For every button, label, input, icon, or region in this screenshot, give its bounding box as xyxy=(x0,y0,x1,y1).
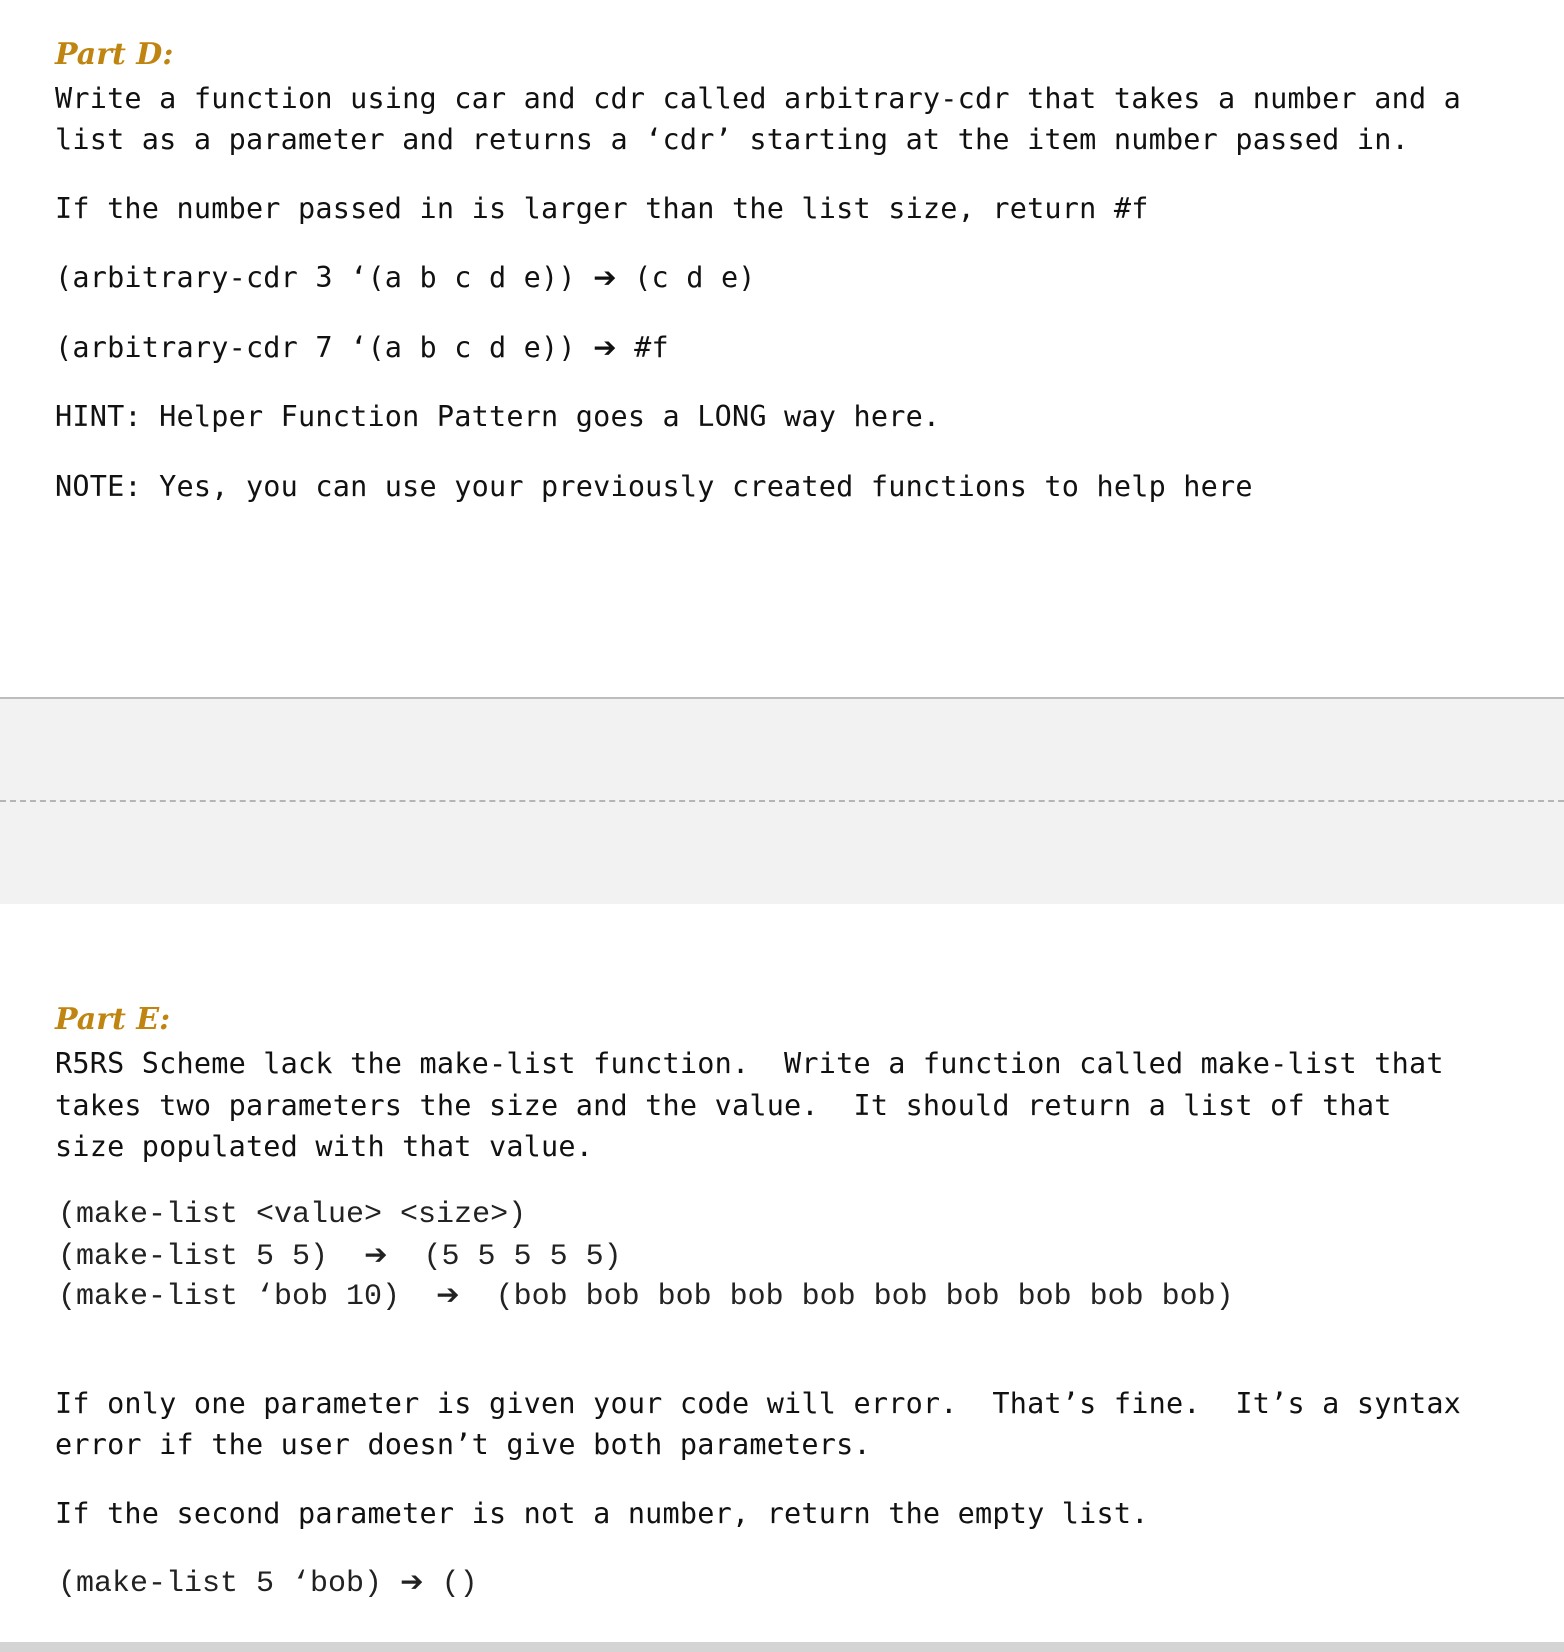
example-result: #f xyxy=(634,331,669,364)
example-call: (make-list 5 ‘bob) xyxy=(58,1567,383,1601)
part-d-example-1 xyxy=(55,257,756,298)
part-e-intro-line-1: R5RS Scheme lack the make-list function. Write a function called make-list that xyxy=(55,1047,1444,1080)
page-part-d xyxy=(0,0,1564,697)
part-d-heading: Part D: xyxy=(55,37,174,72)
example-call: (make-list 5 5) xyxy=(58,1240,329,1274)
example-call: (arbitrary-cdr 7 ‘(a b c d e)) xyxy=(55,331,576,364)
arrow-right-icon: ➔ xyxy=(593,331,617,364)
part-e-intro-line-3: size populated with that value. xyxy=(55,1130,594,1163)
part-d-example-2 xyxy=(55,327,669,368)
part-e-error-line-1: If only one parameter is given your code will error. That’s fine. It’s a syntax xyxy=(55,1387,1462,1420)
part-e-heading: Part E: xyxy=(55,1002,171,1037)
part-d-hint: HINT: Helper Function Pattern goes a LONG way here. xyxy=(55,400,941,433)
example-call: (arbitrary-cdr 3 ‘(a b c d e)) xyxy=(55,261,576,294)
part-e-example-1 xyxy=(58,1235,622,1277)
bottom-page-edge xyxy=(0,1642,1564,1652)
page-gap xyxy=(0,697,1564,906)
part-d-rule: If the number passed in is larger than the list size, return #f xyxy=(55,192,1149,225)
part-e-rule: If the second parameter is not a number, return the empty list. xyxy=(55,1497,1149,1530)
example-result: (bob bob bob bob bob bob bob bob bob bob) xyxy=(495,1280,1234,1314)
part-e-error-line-2: error if the user doesn’t give both parameters. xyxy=(55,1428,871,1461)
example-result: (5 5 5 5 5) xyxy=(423,1240,622,1274)
example-call: (make-list ‘bob 10) xyxy=(58,1280,401,1314)
part-d-intro-line-1: Write a function using car and cdr called arbitrary-cdr that takes a number and a xyxy=(55,82,1462,115)
part-e-example-3 xyxy=(58,1562,478,1604)
example-result: (c d e) xyxy=(634,261,756,294)
arrow-right-icon: ➔ xyxy=(364,1238,388,1271)
page-part-e xyxy=(0,904,1564,1642)
example-result: () xyxy=(441,1567,478,1601)
arrow-right-icon: ➔ xyxy=(400,1565,424,1598)
part-e-intro-line-2: takes two parameters the size and the value. It should return a list of that xyxy=(55,1089,1392,1122)
part-d-intro-line-2: list as a parameter and returns a ‘cdr’ starting at the item number passed in. xyxy=(55,123,1409,156)
part-e-signature: (make-list <value> <size>) xyxy=(58,1198,527,1232)
part-e-example-2 xyxy=(58,1275,1234,1317)
part-d-note: NOTE: Yes, you can use your previously created functions to help here xyxy=(55,470,1253,503)
arrow-right-icon: ➔ xyxy=(436,1278,460,1311)
page-break-line xyxy=(0,800,1564,802)
arrow-right-icon: ➔ xyxy=(593,261,617,294)
